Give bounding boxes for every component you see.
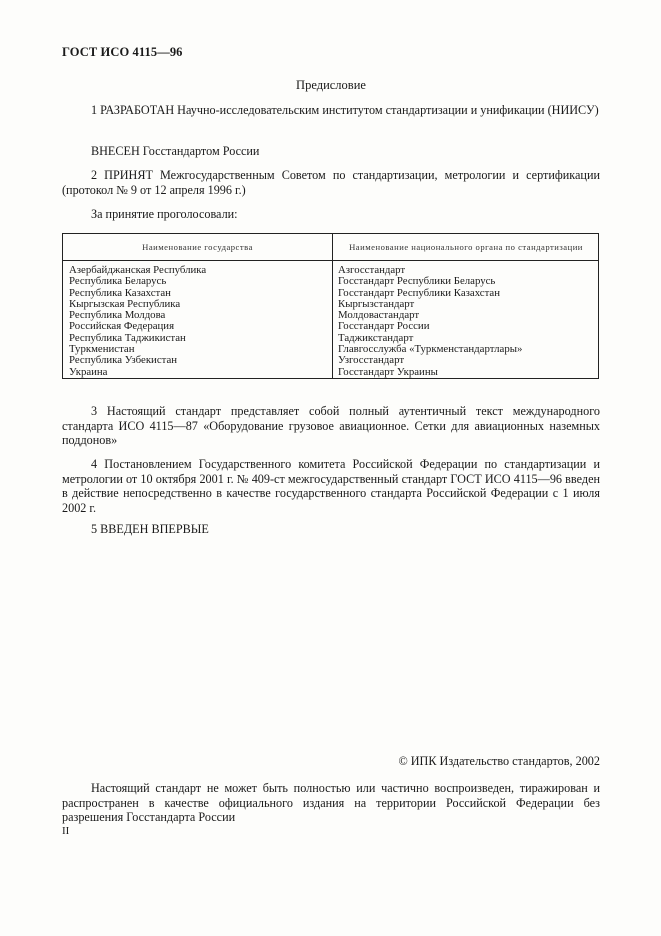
paragraph-first-introduced: 5 ВВЕДЕН ВПЕРВЫЕ bbox=[91, 522, 209, 536]
table-cell-state: Республика Беларусь bbox=[69, 275, 167, 288]
table-cell-body: Молдовастандарт bbox=[338, 309, 420, 322]
table-cell-state: Республика Казахстан bbox=[69, 286, 171, 299]
page-number: II bbox=[62, 825, 70, 837]
table-cell-state: Республика Таджикистан bbox=[69, 331, 186, 344]
table-header-state: Наименование государства bbox=[142, 242, 253, 252]
table-cell-state: Кыргызская Республика bbox=[69, 297, 181, 310]
table-column-bodies bbox=[338, 265, 522, 378]
table-header-row bbox=[63, 234, 598, 261]
table-cell-state: Азербайджанская Республика bbox=[69, 264, 207, 276]
document-header: ГОСТ ИСО 4115—96 bbox=[62, 45, 183, 59]
reproduction-notice: Настоящий стандарт не может быть полностью или частично воспроизведен, тиражирован и распространен в качестве официального издания на территории Российской Федерации без разрешения Госстандарта России bbox=[62, 781, 600, 824]
table-cell-state: Туркменистан bbox=[69, 343, 135, 356]
section-title: Предисловие bbox=[296, 78, 366, 92]
paragraph-adopted: 2 ПРИНЯТ Межгосударственным Советом по стандартизации, метрологии и сертификации (протокол № 9 от 12 апреля 1996 г.) bbox=[62, 168, 600, 197]
table-cell-body: Госстандарт Республики Беларусь bbox=[338, 275, 496, 288]
table-column-states bbox=[69, 265, 206, 378]
table-cell-body: Главгосслужба «Туркменстандартлары» bbox=[338, 343, 523, 356]
table-cell-body: Госстандарт России bbox=[338, 320, 430, 333]
table-cell-body: Азгосстандарт bbox=[338, 264, 406, 276]
paragraph-resolution: 4 Постановлением Государственного комитета Российской Федерации по стандартизации и метрологии от 10 октября 2001 г. № 409-ст межгосударственный стандарт ГОСТ ИСО 4115—96 введен в действие непосредственно в качестве государственного стандарта Российской Федерации с 1 июля 2002 г. bbox=[62, 457, 600, 515]
copyright-line: © ИПК Издательство стандартов, 2002 bbox=[398, 754, 600, 768]
table-cell-state: Республика Узбекистан bbox=[69, 354, 178, 367]
table-cell-state: Республика Молдова bbox=[69, 309, 166, 322]
table-cell-body: Кыргызстандарт bbox=[338, 297, 415, 310]
paragraph-developed: 1 РАЗРАБОТАН Научно-исследовательским институтом стандартизации и унификации (НИИСУ) bbox=[91, 103, 599, 117]
table-cell-body: Таджикстандарт bbox=[338, 331, 414, 344]
paragraph-voted: За принятие проголосовали: bbox=[91, 207, 238, 221]
table-cell-body: Госстандарт Украины bbox=[338, 365, 438, 378]
table-header-body: Наименование национального органа по стандартизации bbox=[349, 242, 583, 252]
paragraph-authentic-text: 3 Настоящий стандарт представляет собой полный аутентичный текст международного стандарта ИСО 4115—87 «Оборудование грузовое авиационное. Сетки для авиационных наземных поддонов» bbox=[62, 404, 600, 447]
table-cell-state: Российская Федерация bbox=[69, 320, 175, 333]
voting-table bbox=[62, 233, 599, 379]
table-column-divider bbox=[332, 234, 333, 378]
table-cell-body: Узгосстандарт bbox=[338, 354, 405, 367]
table-cell-state: Украина bbox=[69, 365, 108, 378]
paragraph-introduced: ВНЕСЕН Госстандартом России bbox=[91, 144, 260, 158]
table-cell-body: Госстандарт Республики Казахстан bbox=[338, 286, 500, 299]
